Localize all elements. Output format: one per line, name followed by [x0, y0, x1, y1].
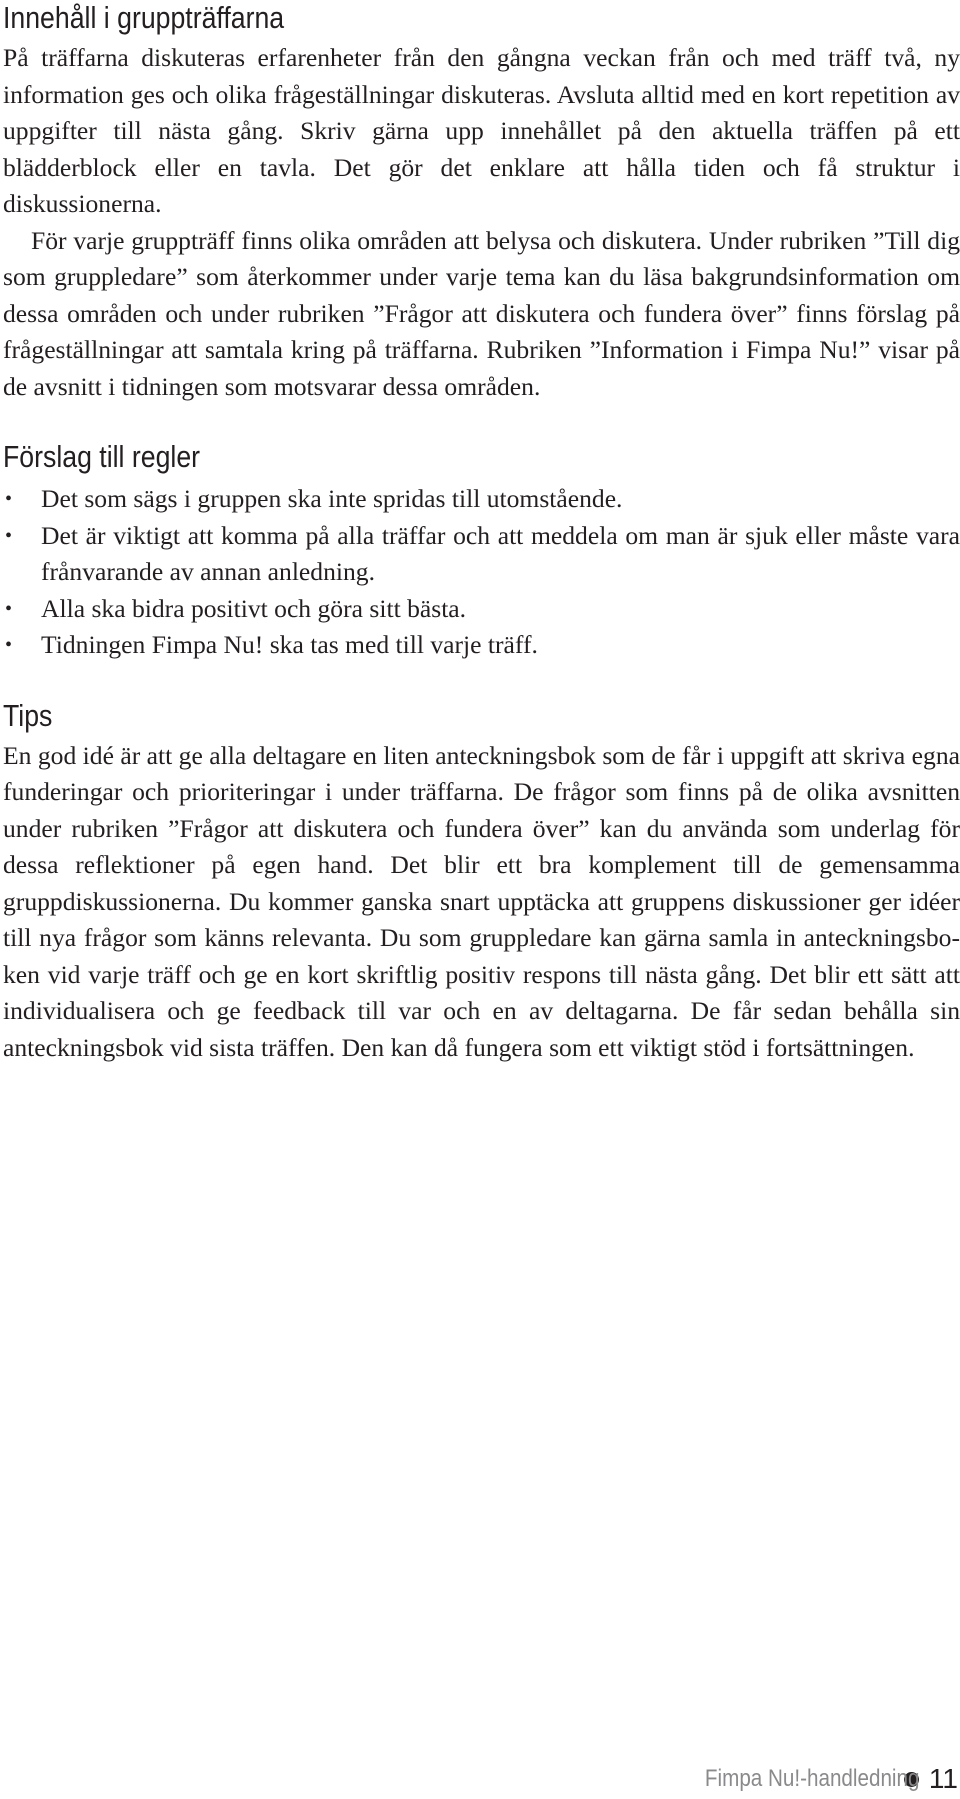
rules-list: [3, 481, 960, 664]
section-heading-contents: Innehåll i gruppträffarna: [3, 0, 285, 35]
bullet-icon: •: [5, 597, 13, 620]
bullet-icon: •: [5, 524, 13, 547]
page-number: 11: [928, 1763, 958, 1794]
tips-paragraph: En god idé är att ge alla deltagare en liten anteckningsbok som de får i uppgift att skriva egna funderingar och prioriteringar i under träffarna. De frågor som finns på de olika avsnitten under rubriken ”Frågor att diskutera och fundera över” kan du använda som underlag för dessa reflektioner på egen hand. Det blir ett bra komplement till de gemensamma gruppdiskussionerna. Du kommer ganska snart upptäcka att gruppens diskussioner ger idéer till nya frågor som känns relevanta. Du som gruppledare kan gärna samla in anteckningsboken vid varje träff och ge en kort skriftlig positiv respons till nästa gång. Det blir ett sätt att individualisera och ge feedback till var och en av deltagarna. De får sedan behålla sin anteckningsbok vid sista träffen. Den kan då fungera som ett viktigt stöd i fortsättningen.: [3, 740, 960, 1062]
bullet-icon: •: [5, 634, 13, 656]
bullet-icon: •: [5, 488, 13, 510]
page-footer: [670, 1759, 960, 1799]
rules-list-item: [3, 481, 960, 518]
rule-text: Alla ska bidra positivt och göra sitt bästa.: [41, 593, 467, 623]
rules-list-item: [3, 591, 960, 628]
section-heading-rules: Förslag till regler: [3, 439, 201, 474]
rules-list-item: [3, 627, 960, 664]
rule-text: Tidningen Fimpa Nu! ska tas med till varje träff.: [41, 630, 538, 659]
rule-text: Det är viktigt att komma på alla träffar och att meddela om man är sjuk eller måste vara frånvarande av annan anledning.: [41, 520, 960, 586]
rules-list-item: [3, 518, 960, 591]
contents-paragraph-2: För varje gruppträff finns olika områden att belysa och diskutera. Under rubriken ”Till dig som gruppledare” som återkommer under varje tema kan du läsa bakgrundsinformation om dessa områden och under rubriken ”Frågor att diskutera och fundera över” finns förslag på frågeställningar att samtala kring på träffarna. Rubriken ”Information i Fimpa Nu!” visar på de avsnitt i tidningen som motsvarar dessa områden.: [3, 225, 960, 401]
section-heading-tips: Tips: [3, 697, 53, 733]
rule-text: Det som sägs i gruppen ska inte spridas till utomstående.: [41, 484, 623, 513]
page-content: [3, 0, 960, 1066]
contents-paragraph-1: På träffarna diskuteras erfarenheter från den gångna veckan från och med träff två, ny information ges och olika frågeställningar diskuteras. Avsluta alltid med en kort repetition av uppgifter till nästa gång. Skriv gärna upp innehållet på den aktuella träffen på ett blädderblock eller en tavla. Det gör det enklare att hålla tiden och få struktur i diskussionerna.: [3, 43, 960, 218]
footer-title: Fimpa Nu!-handledning: [705, 1765, 920, 1792]
